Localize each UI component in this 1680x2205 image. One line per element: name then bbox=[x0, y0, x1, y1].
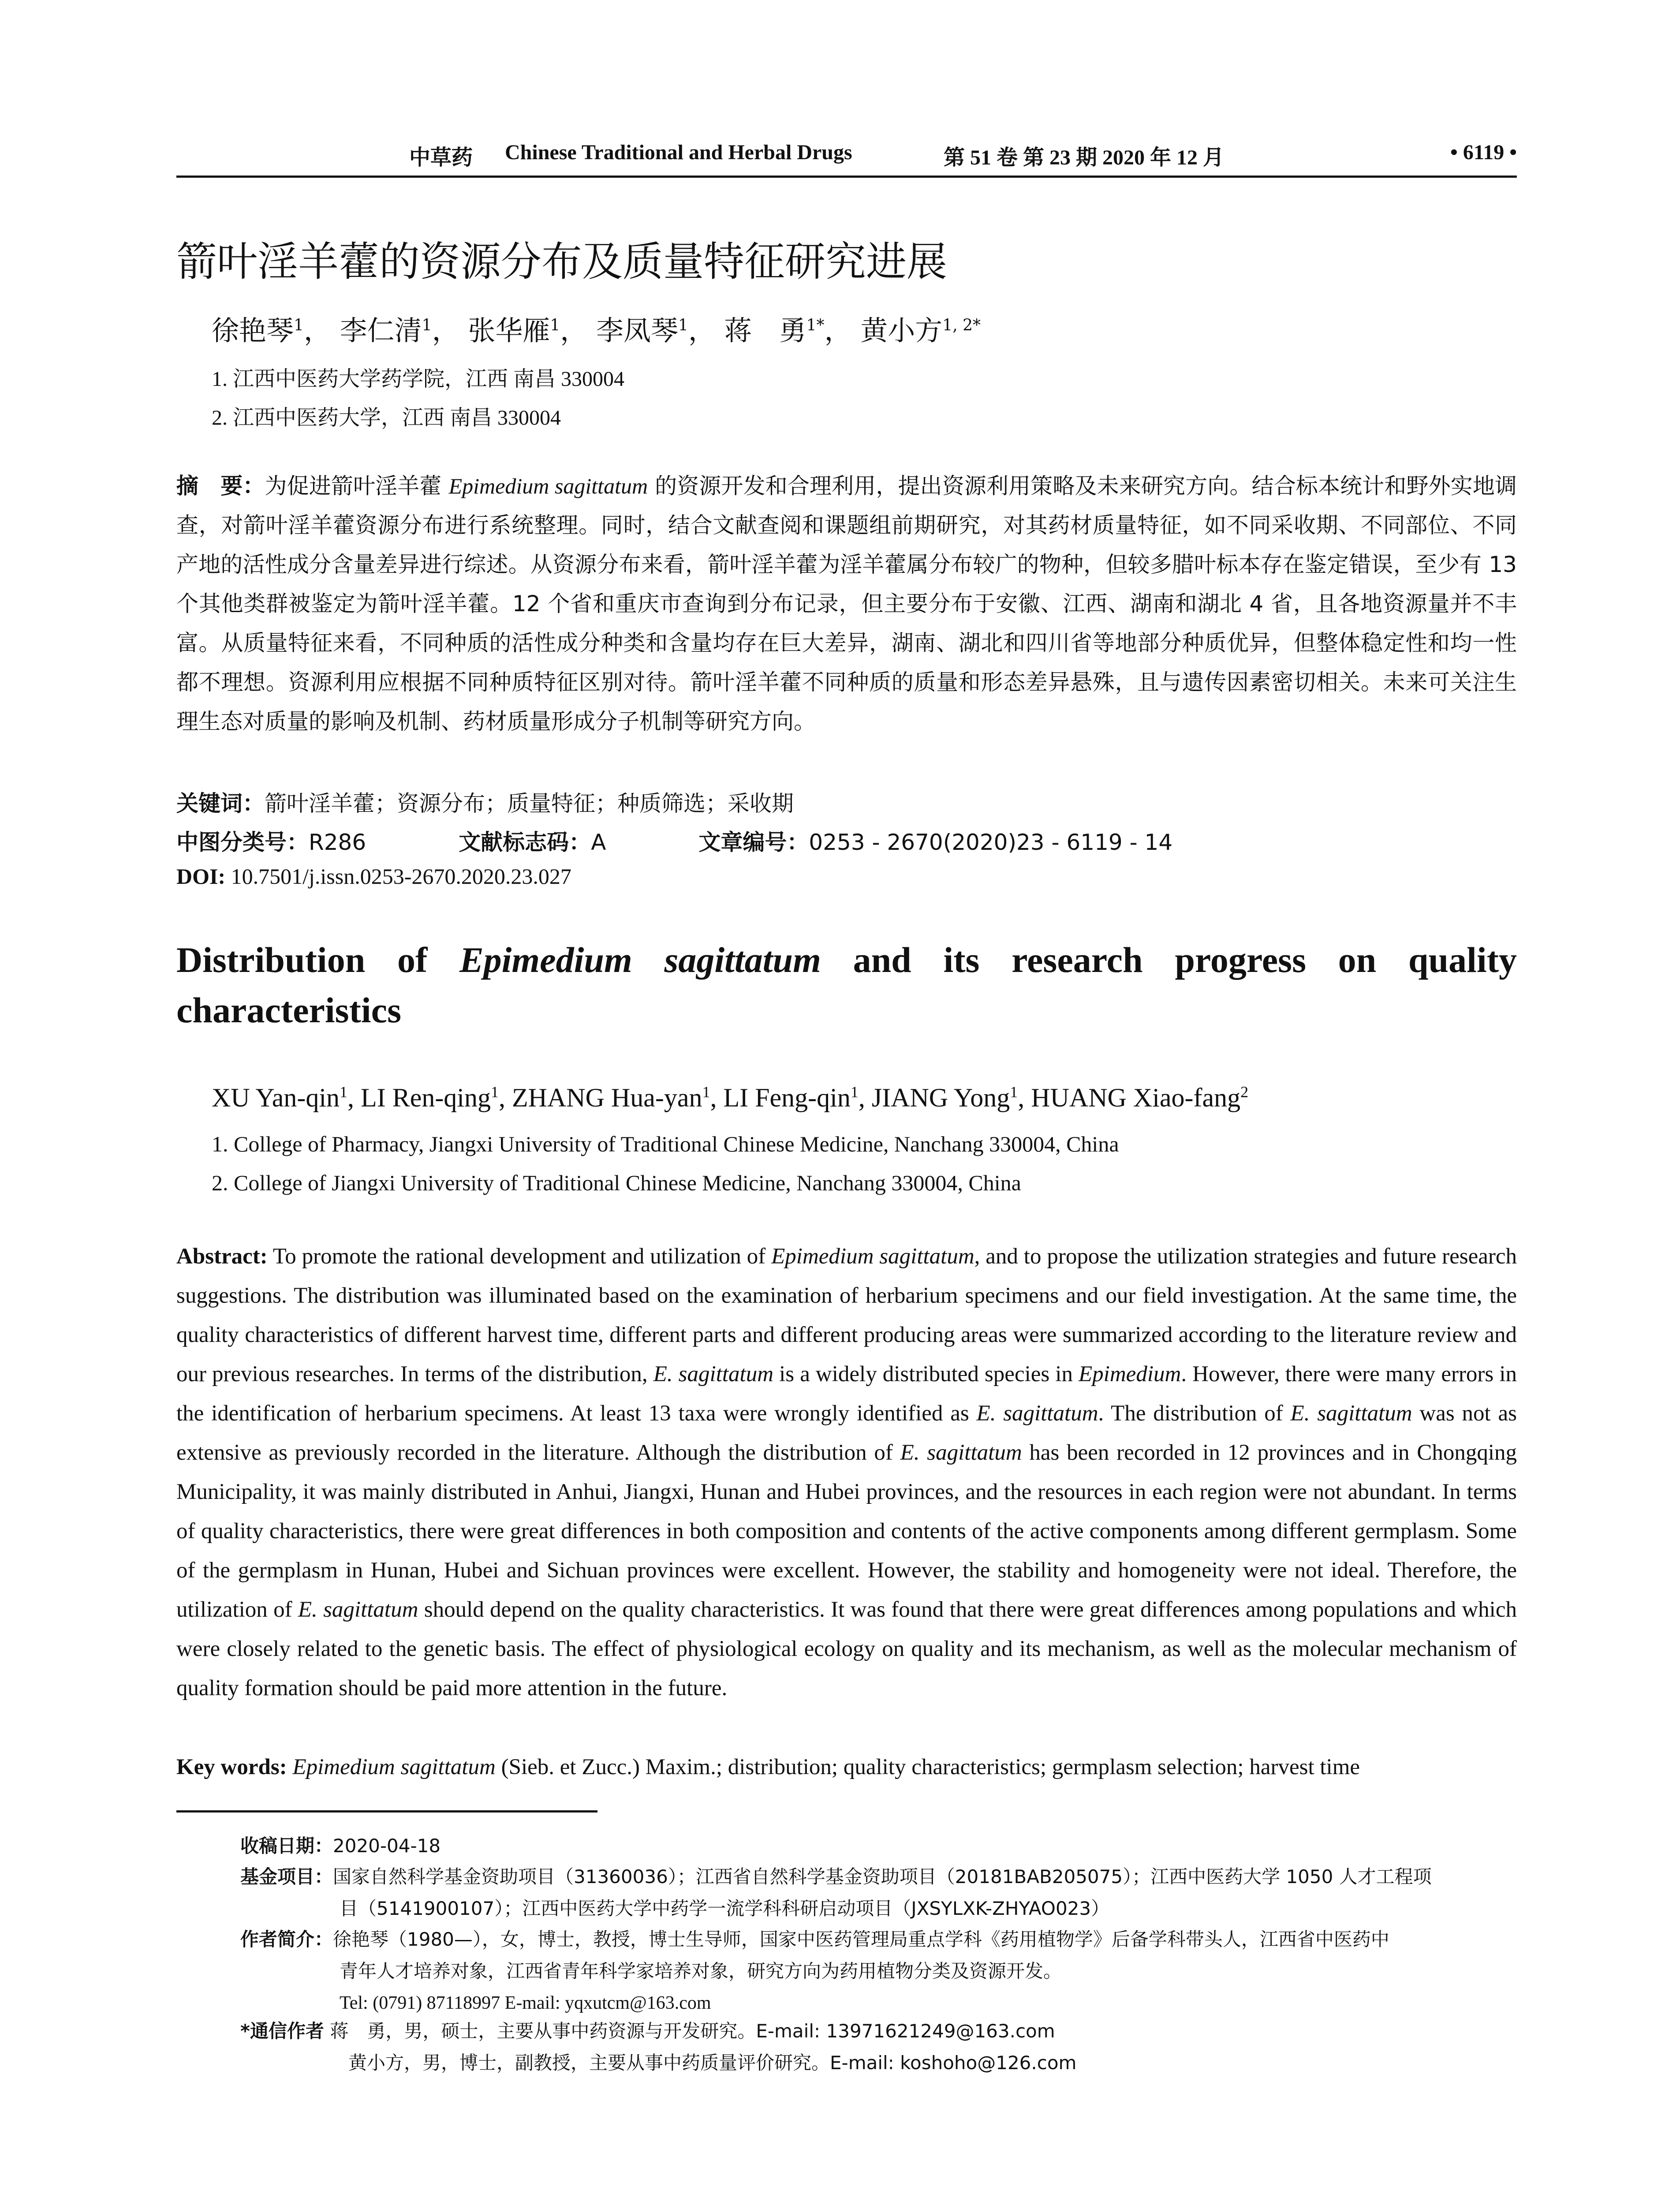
authors-en bbox=[212, 1083, 1248, 1113]
footnote-received: 收稿日期：2020-04-18 bbox=[240, 1835, 441, 1857]
title-en: Distribution of Epimedium sagittatum and its research progress on quality characteristics bbox=[176, 940, 1517, 1030]
author-en-2: LI Ren-qing$^1$, bbox=[361, 1083, 512, 1112]
abstract-cn-label: 摘 要： bbox=[176, 473, 265, 499]
keywords-en: Key words: Epimedium sagittatum (Sieb. et Zucc.) Maxim.; distribution; quality characteristics; germplasm selection; harvest time bbox=[176, 1755, 1360, 1779]
author-cn-4: 李凤琴$^1$， bbox=[596, 314, 716, 347]
footnote-corresponding: *通信作者 蒋 勇，男，硕士，主要从事中药资源与开发研究。E-mail: 13971621249@163.com 黄小方，男，博士，副教授，主要从事中药质量评价研究。E-mail: koshoho@126.com bbox=[240, 2020, 1077, 2074]
affiliation-cn-1: 1. 江西中医药大学药学院，江西 南昌 330004 bbox=[212, 367, 625, 391]
footnote-author-bio: 作者简介：徐艳琴（1980—），女，博士，教授，博士生导师，国家中医药管理局重点学科《药用植物学》后备学科带头人，江西省中医药中 青年人才培养对象，江西省青年科学家培养对象，研究方向为药用植物分类及资源开发。 Tel: (0791) 87118997 E-mail: yqxutcm@163.com bbox=[240, 1928, 1389, 2013]
author-cn-6: 黄小方$^{1, 2*}$ bbox=[860, 314, 981, 347]
footnote-rule bbox=[176, 1810, 597, 1813]
author-en-4: LI Feng-qin$^1$, bbox=[723, 1083, 872, 1112]
keywords-cn: 关键词：箭叶淫羊藿；资源分布；质量特征；种质筛选；采收期 bbox=[176, 791, 794, 816]
running-header bbox=[176, 140, 1517, 180]
journal-name-en: Chinese Traditional and Herbal Drugs bbox=[505, 141, 852, 164]
journal-name-cn: 中草药 bbox=[409, 146, 473, 169]
author-en-1: XU Yan-qin$^1$, bbox=[212, 1083, 361, 1112]
author-cn-3: 张华雁$^1$， bbox=[468, 314, 588, 347]
authors-cn bbox=[212, 309, 981, 348]
issue-info: 第 51 卷 第 23 期 2020 年 12 月 bbox=[944, 146, 1225, 169]
affiliation-en-2: 2. College of Jiangxi University of Traditional Chinese Medicine, Nanchang 330004, China bbox=[212, 1170, 1021, 1195]
author-cn-2: 李仁清$^1$， bbox=[340, 314, 459, 347]
header-rule bbox=[176, 176, 1517, 178]
author-en-5: JIANG Yong$^1$, bbox=[871, 1083, 1031, 1112]
page-number: • 6119 • bbox=[1450, 141, 1517, 164]
species-name: Epimedium sagittatum bbox=[448, 474, 648, 498]
footnote-fund: 基金项目：国家自然科学基金资助项目（31360036）；江西省自然科学基金资助项目（20181BAB205075）；江西中医药大学 1050 人才工程项 目（5141900107）；江西中医药大学中药学一流学科科研启动项目（JXSYLXK-ZHYAO023） bbox=[240, 1866, 1432, 1919]
author-en-3: ZHANG Hua-yan$^1$, bbox=[511, 1083, 724, 1112]
author-cn-1: 徐艳琴$^1$， bbox=[212, 314, 331, 347]
doi: DOI: 10.7501/j.issn.0253-2670.2020.23.027 bbox=[176, 864, 571, 889]
abstract-cn: 摘 要：为促进箭叶淫羊藿 Epimedium sagittatum 的资源开发和合理利用，提出资源利用策略及未来研究方向。结合标本统计和野外实地调查，对箭叶淫羊藿资源分布进行系统整理。同时，结合文献查阅和课题组前期研究，对其药材质量特征，如不同采收期、不同部位、不同产地的活性成分含量差异进行综述。从资源分布来看，箭叶淫羊藿为淫羊藿属分布较广的物种，但较多腊叶标本存在鉴定错误，至少有 13 个其他类群被鉴定为箭叶淫羊藿。12 个省和重庆市查询到分布记录，但主要分布于安徽、江西、湖南和湖北 4 省，且各地资源量并不丰富。从质量特征来看，不同种质的活性成分种类和含量均存在巨大差异，湖南、湖北和四川省等地部分种质优异，但整体稳定性和均一性都不理想。资源利用应根据不同种质特征区别对待。箭叶淫羊藿不同种质的质量和形态差异悬殊，且与遗传因素密切相关。未来可关注生理生态对质量的影响及机制、药材质量形成分子机制等研究方向。 bbox=[176, 473, 1517, 734]
title-cn: 箭叶淫羊藿的资源分布及质量特征研究进展 bbox=[176, 238, 948, 285]
affiliation-cn-2: 2. 江西中医药大学，江西 南昌 330004 bbox=[212, 406, 561, 430]
abstract-en: Abstract: To promote the rational development and utilization of Epimedium sagittatum, and to propose the utilization strategies and future research suggestions. The distribution was illuminated based on the examination of herbarium specimens and our field investigation. At the same time, the quality characteristics of different harvest time, different parts and different producing areas were summarized according to the literature review and our previous researches. In terms of the distribution, E. sagittatum is a widely distributed species in Epimedium. However, there were many errors in the identification of herbarium specimens. At least 13 taxa were wrongly identified as E. sagittatum. The distribution of E. sagittatum was not as extensive as previously recorded in the literature. Although the distribution of E. sagittatum has been recorded in 12 provinces and in Chongqing Municipality, it was mainly distributed in Anhui, Jiangxi, Hunan and Hubei provinces, and the resources in each region were not abundant. In terms of quality characteristics, there were great differences in both composition and contents of the active components among different germplasm. Some of the germplasm in Hunan, Hubei and Sichuan provinces were excellent. However, the stability and homogeneity were not ideal. Therefore, the utilization of E. sagittatum should depend on the quality characteristics. It was found that there were great differences among populations and which were closely related to the genetic basis. The effect of physiological ecology on quality and its mechanism, as well as the molecular mechanism of quality formation should be paid more attention in the future. bbox=[176, 1244, 1517, 1700]
author-en-6: HUANG Xiao-fang$^2$ bbox=[1031, 1083, 1249, 1112]
classification-row: 中图分类号：R286 文献标志码：A 文章编号：0253 - 2670(2020)23 - 6119 - 14 bbox=[176, 830, 1173, 855]
abstract-en-label: Abstract: bbox=[176, 1244, 268, 1269]
author-cn-5: 蒋 勇$^{1*}$， bbox=[724, 314, 852, 347]
affiliation-en-1: 1. College of Pharmacy, Jiangxi University of Traditional Chinese Medicine, Nanchang 330004, China bbox=[212, 1132, 1119, 1156]
